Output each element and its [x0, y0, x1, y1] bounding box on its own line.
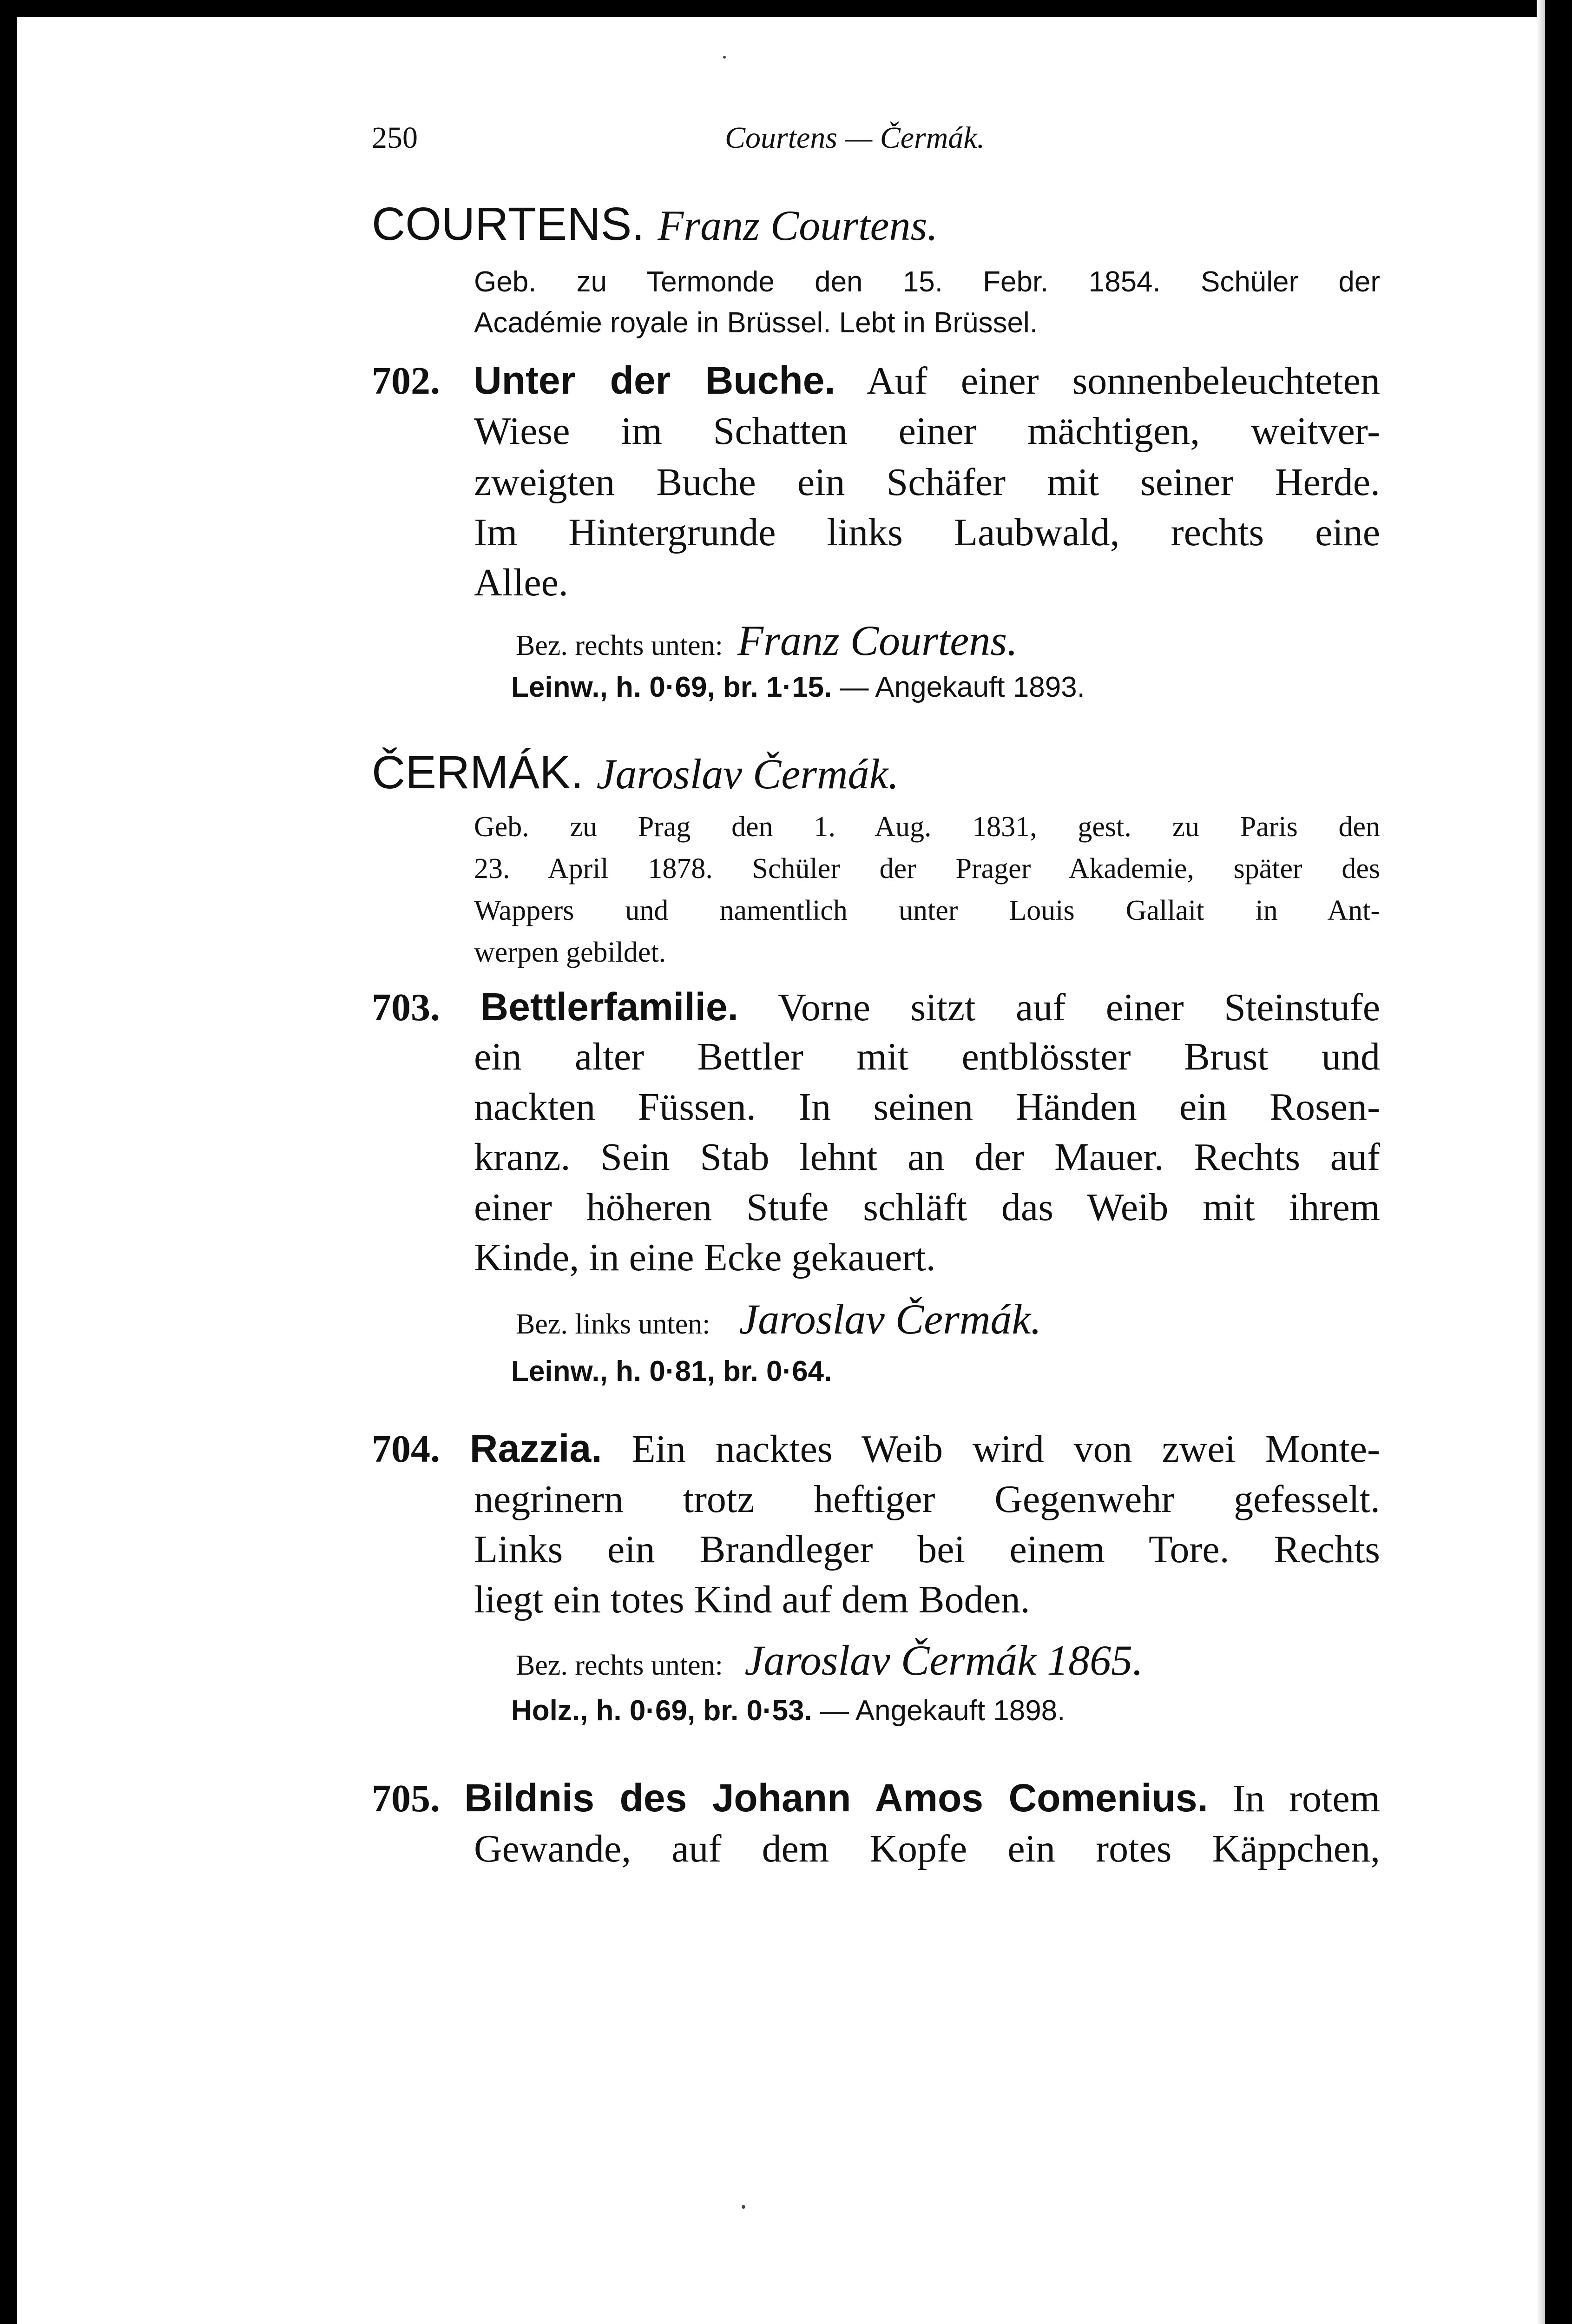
signature-label: Bez. rechts unten: [516, 1650, 723, 1681]
entry-text-line: Allee. [474, 561, 568, 604]
artist-full-name: Franz Courtens. [658, 202, 938, 249]
artist-bio-line: Wappers und namentlich unter Louis Gallait in Ant- [474, 895, 1380, 926]
medium: Leinw., h. 0·69, br. 1·15. [511, 671, 832, 703]
entry-title: Bildnis des Johann Amos Comenius. [464, 1776, 1208, 1820]
signature: Jaroslav Čermák 1865. [744, 1637, 1144, 1684]
entry-text-line: Im Hintergrunde links Laubwald, rechts eine [474, 511, 1380, 554]
entry-text-line: negrinern trotz heftiger Gegenwehr gefesselt. [474, 1478, 1380, 1521]
entry-title: Unter der Buche. [473, 358, 835, 402]
entry-number: 704 [372, 1427, 430, 1471]
artist-bio-line: Académie royale in Brüssel. Lebt in Brüssel. [474, 307, 1038, 339]
page-number: 250 [372, 121, 418, 155]
entry-text: Ein nacktes Weib wird von zwei Monte- [631, 1427, 1381, 1471]
signature-label: Bez. rechts unten: [516, 630, 723, 661]
signature: Jaroslav Čermák. [739, 1295, 1042, 1343]
entry-text: Vorne sitzt auf einer Steinstufe [777, 986, 1381, 1029]
acquisition: — Angekauft 1893. [840, 671, 1085, 703]
scan-speck [742, 2205, 745, 2209]
artist-full-name: Jaroslav Čermák. [596, 750, 899, 798]
artist-heading-courtens [372, 198, 938, 250]
artist-heading-cermak [372, 746, 899, 799]
scan-border-left [0, 0, 17, 2324]
acquisition: — Angekauft 1898. [820, 1695, 1066, 1727]
artist-name: ČERMÁK. [372, 746, 584, 799]
entry-text-line: Wiese im Schatten einer mächtigen, weitver- [474, 409, 1380, 453]
medium-line [511, 1357, 1417, 1386]
signature-line [516, 1295, 1422, 1343]
medium: Holz., h. 0·69, br. 0·53. [511, 1695, 812, 1727]
medium-line [511, 1697, 1417, 1725]
entry-text-line: zweigten Buche ein Schäfer mit seiner Herde. [474, 461, 1380, 504]
entry-text-line: Gewande, auf dem Kopfe ein rotes Käppchen, [474, 1827, 1380, 1870]
catalog-entry-704: 704. Razzia. Ein nacktes Weib wird von zwei Monte- [372, 1426, 1381, 1471]
medium-line [511, 673, 1417, 702]
page-edge-shadow [1537, 0, 1545, 2324]
entry-number: 705 [372, 1777, 430, 1820]
entry-text-line: einer höheren Stufe schläft das Weib mit ihrem [474, 1186, 1380, 1229]
entry-text: Auf einer sonnenbeleuchteten [867, 359, 1380, 403]
entry-text: In rotem [1232, 1777, 1380, 1820]
catalog-entry-703: 703. Bettlerfamilie. Vorne sitzt auf einer Steinstufe [372, 985, 1381, 1029]
catalog-entry-702: 702. Unter der Buche. Auf einer sonnenbeleuchteten [372, 358, 1380, 403]
entry-text-line: ein alter Bettler mit entblösster Brust und [474, 1035, 1380, 1078]
catalog-entry-705: 705. Bildnis des Johann Amos Comenius. In rotem [372, 1776, 1380, 1820]
entry-text-line: liegt ein totes Kind auf dem Boden. [474, 1578, 1030, 1621]
signature: Franz Courtens. [737, 617, 1018, 664]
running-title: Courtens — Čermák. [725, 121, 985, 155]
artist-bio-line: Geb. zu Prag den 1. Aug. 1831, gest. zu Paris den [474, 811, 1380, 843]
artist-bio-line: 23. April 1878. Schüler der Prager Akademie, später des [474, 853, 1380, 885]
artist-bio-line: werpen gebildet. [474, 937, 666, 968]
signature-line [516, 619, 1422, 662]
scan-speck [723, 56, 726, 59]
entry-text-line: Links ein Brandleger bei einem Tore. Rechts [474, 1528, 1380, 1571]
scan-border-right [1545, 0, 1572, 2324]
entry-title: Razzia. [469, 1426, 602, 1470]
artist-bio-line: Geb. zu Termonde den 15. Febr. 1854. Schüler der [474, 266, 1380, 298]
entry-text-line: nackten Füssen. In seinen Händen ein Rosen- [474, 1085, 1380, 1129]
entry-title: Bettlerfamilie. [480, 985, 738, 1029]
entry-number: 703 [372, 986, 430, 1029]
scan-border-top [0, 0, 1572, 17]
entry-number: 702 [372, 359, 430, 403]
entry-text-line: kranz. Sein Stab lehnt an der Mauer. Rechts auf [474, 1136, 1380, 1179]
entry-text-line: Kinde, in eine Ecke gekauert. [474, 1236, 936, 1279]
signature-label: Bez. links unten: [516, 1308, 710, 1340]
medium: Leinw., h. 0·81, br. 0·64. [511, 1355, 832, 1387]
artist-name: COURTENS. [372, 198, 645, 250]
signature-line [516, 1639, 1422, 1682]
